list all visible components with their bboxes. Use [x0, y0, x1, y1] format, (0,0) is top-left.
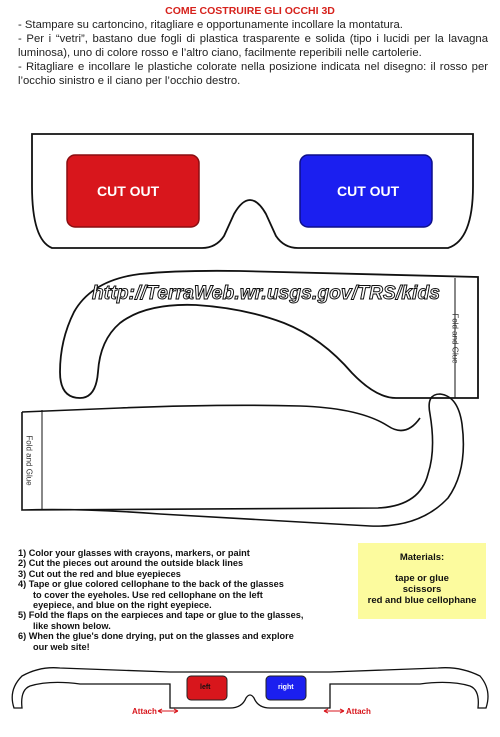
step-1: 1) Color your glasses with crayons, markers, or paint: [18, 548, 250, 558]
assembled-right-lens-label: right: [278, 684, 294, 691]
attach-label-right: Attach: [346, 707, 371, 716]
assembled-glasses: [12, 668, 488, 713]
intro-line-1: - Stampare su cartoncino, ritagliare e opportunamente incollare la montatura.: [18, 19, 403, 31]
left-cut-out-label: CUT OUT: [97, 183, 160, 199]
step-3: 3) Cut out the red and blue eyepieces: [18, 568, 181, 579]
step-6: 6) When the glue's done drying, put on the glasses and explore: [18, 631, 294, 642]
step-2: 2) Cut the pieces out around the outside black lines: [18, 558, 244, 569]
material-item: tape or glue: [395, 573, 449, 584]
right-cut-out-label: CUT OUT: [337, 183, 400, 199]
step-4-line-2: to cover the eyeholes. Use red cellophane on the left: [33, 589, 263, 600]
material-item: red and blue cellophane: [367, 595, 477, 606]
instructions-list: [18, 548, 358, 652]
material-item: scissors: [402, 584, 442, 595]
attach-label-left: Attach: [132, 707, 157, 716]
fold-glue-label-bottom: Fold and Glue: [24, 435, 34, 486]
intro-line-3: - Ritagliare e incollare le plastiche colorate nella posizione indicata nel disegno: il rosso per l’occhio sinistro e il ciano per l’occhio destro.: [18, 61, 488, 87]
step-6-line-2: our web site!: [33, 641, 90, 652]
step-4-line-3: eyepiece, and blue on the right eyepiece.: [33, 600, 212, 611]
step-5: 5) Fold the flaps on the earpieces and tape or glue to the glasses,: [18, 610, 304, 621]
fold-glue-label-top: Fold and Glue: [450, 313, 460, 364]
page-title: COME COSTRUIRE GLI OCCHI 3D: [165, 5, 335, 17]
earpiece-bottom-outline: [22, 394, 463, 526]
materials-box: [358, 543, 486, 619]
step-4: 4) Tape or glue colored cellophane to the back of the glasses: [18, 579, 284, 590]
materials-heading: Materials:: [399, 552, 445, 563]
step-5-line-2: like shown below.: [33, 620, 111, 631]
intro-line-2: - Per i “vetri”, bastano due fogli di plastica trasparente e solida (tipo i lucidi per la lavagna luminosa), uno di colore rosso e l’altro ciano, facilmente reperibili nelle cartolerie.: [18, 33, 488, 59]
assembled-left-lens-label: left: [200, 684, 211, 691]
website-url: http://TerraWeb.wr.usgs.gov/TRS/kids: [92, 283, 441, 304]
